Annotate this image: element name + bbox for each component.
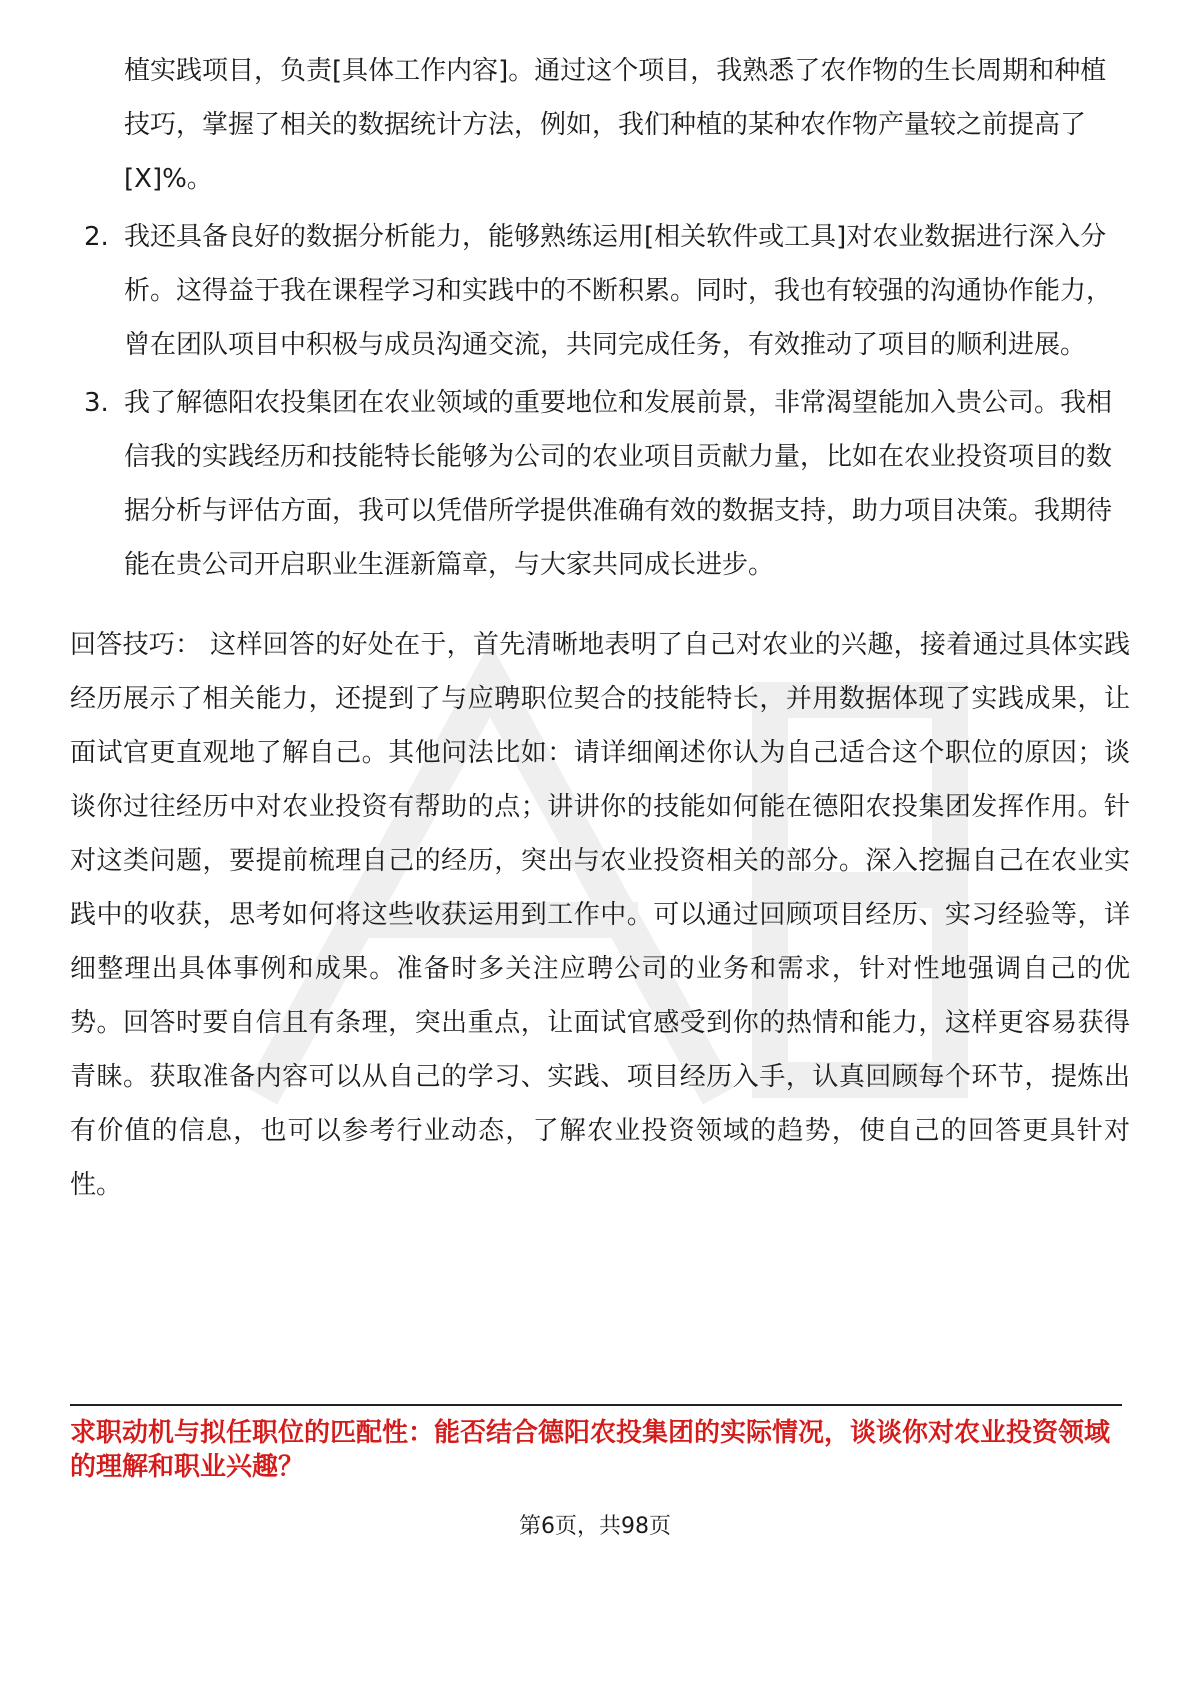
list-text-2: 我还具备良好的数据分析能力，能够熟练运用[相关软件或工具]对农业数据进行深入分析。这得益于我在课程学习和实践中的不断积累。同时，我也有较强的沟通协作能力，曾在团队项目中积极与成员沟通交流，共同完成任务，有效推动了项目的顺利进展。	[124, 222, 1113, 360]
page-footer: 第6页，共98页	[519, 1514, 671, 1539]
list-item-2	[70, 210, 1130, 372]
answer-tips-paragraph: 回答技巧： 这样回答的好处在于，首先清晰地表明了自己对农业的兴趣，接着通过具体实践经历展示了相关能力，还提到了与应聘职位契合的技能特长，并用数据体现了实践成果，让面试官更直观地了解自己。其他问法比如：请详细阐述你认为自己适合这个职位的原因；谈谈你过往经历中对农业投资有帮助的点；讲讲你的技能如何能在德阳农投集团发挥作用。针对这类问题，要提前梳理自己的经历，突出与农业投资相关的部分。深入挖掘自己在农业实践中的收获，思考如何将这些收获运用到工作中。可以通过回顾项目经历、实习经验等，详细整理出具体事例和成果。准备时多关注应聘公司的业务和需求，针对性地强调自己的优势。回答时要自信且有条理，突出重点，让面试官感受到你的热情和能力，这样更容易获得青睐。获取准备内容可以从自己的学习、实践、项目经历入手，认真回顾每个环节，提炼出有价值的信息，也可以参考行业动态，了解农业投资领域的趋势，使自己的回答更具针对性。	[70, 630, 1130, 1200]
list-item-1-continued: 植实践项目，负责[具体工作内容]。通过这个项目，我熟悉了农作物的生长周期和种植技巧，掌握了相关的数据统计方法，例如，我们种植的某种农作物产量较之前提高了[X]%。	[124, 56, 1107, 194]
list-item-3	[70, 376, 1130, 592]
question-heading: 求职动机与拟任职位的匹配性：能否结合德阳农投集团的实际情况，谈谈你对农业投资领域的理解和职业兴趣？	[70, 1418, 1111, 1482]
document-body	[70, 44, 1130, 1212]
list-number-2: 2.	[84, 222, 109, 252]
list-text-3: 我了解德阳农投集团在农业领域的重要地位和发展前景，非常渴望能加入贵公司。我相信我的实践经历和技能特长能够为公司的农业项目贡献力量，比如在农业投资项目的数据分析与评估方面，我可以凭借所学提供准确有效的数据支持，助力项目决策。我期待能在贵公司开启职业生涯新篇章，与大家共同成长进步。	[124, 388, 1113, 580]
section-divider	[70, 1404, 1122, 1406]
list-number-3: 3.	[84, 388, 109, 418]
